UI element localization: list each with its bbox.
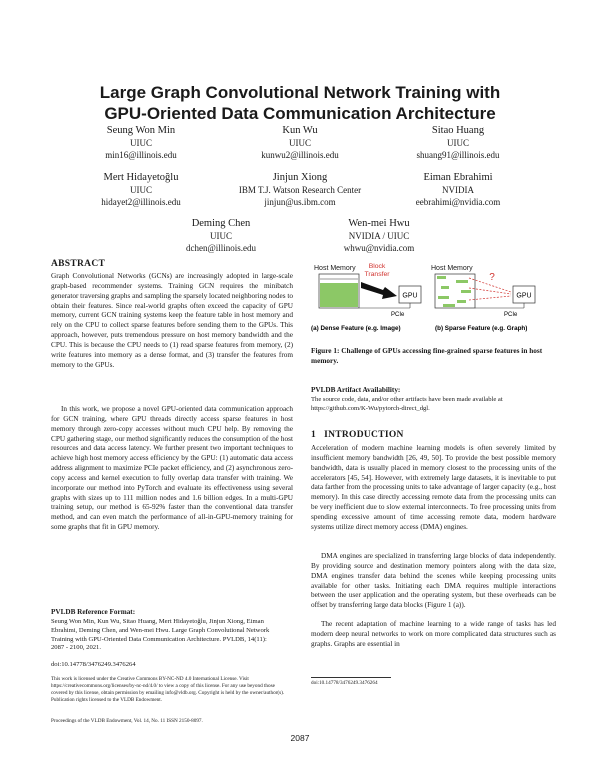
panel-b-caption: (b) Sparse Feature (e.g. Graph) [435, 325, 528, 332]
footnote-rule [311, 677, 391, 678]
panel-a-host-memory-label: Host Memory [314, 265, 356, 272]
author-affiliation: UIUC [289, 138, 311, 148]
panel-a-pcie-label: PCIe [391, 312, 405, 318]
panel-b-question-mark: ? [489, 272, 495, 283]
panel-a-dense-block [320, 283, 358, 307]
panel-b-sparse-block-2 [456, 280, 468, 283]
panel-b-gpu-label: GPU [516, 292, 532, 300]
author-affiliation: NVIDIA [442, 185, 474, 195]
author-email: jinjun@us.ibm.com [264, 197, 336, 207]
author-affiliation: IBM T.J. Watson Research Center [238, 185, 362, 195]
introduction-heading: 1 INTRODUCTION [311, 430, 404, 440]
author-name: Jinjun Xiong [272, 172, 328, 183]
panel-b-sparse-block-5 [438, 296, 449, 299]
artifact-text: The source code, data, and/or other artifacts have been made available at https://github.com/K-Wu/pytorch-direct_dgl. [311, 396, 503, 412]
author-affiliation: UIUC [210, 231, 232, 241]
author-name: Mert Hidayetoğlu [103, 172, 179, 183]
author-email: hidayet2@illinois.edu [101, 197, 181, 207]
author-email: eebrahimi@nvidia.com [415, 197, 501, 207]
panel-b-sparse-block-3 [441, 286, 449, 289]
author-name: Deming Chen [191, 218, 251, 229]
panel-a-block-transfer-label-2: Transfer [364, 271, 390, 278]
author-name: Wen-mei Hwu [348, 218, 410, 229]
page-number: 2087 [290, 733, 310, 743]
panel-b-sparse-block-6 [457, 300, 466, 303]
author-email: min16@illinois.edu [105, 150, 177, 160]
author-email: kunwu2@illinois.edu [261, 150, 339, 160]
author-email: dchen@illinois.edu [185, 243, 257, 253]
abstract-paragraph-1: Graph Convolutional Networks (GCNs) are increasingly adopted in large-scale graph-based recommender systems. Training GCN requires the minibatch generator traversing graphs and sampling the sparsely located neighboring nodes to obtain their features. Since real-world graphs often exceed the capacity of GPU memory, current GCN training systems keep the feature table in host memory and rely on the CPU to collect sparse features before sending them to the GPUs. This approach, however, puts tremendous pressure on host memory bandwidth and the CPU. This is because the CPU needs to (1) read sparse features from memory, (2) write features into memory as a dense format, and (3) transfer the features from memory to the GPUs. [51, 272, 294, 369]
panel-a-gpu-label: GPU [402, 292, 418, 300]
author-affiliation: UIUC [130, 185, 152, 195]
panel-a-block-transfer-label-1: Block [368, 263, 386, 270]
title-line-2: GPU-Oriented Data Communication Architecture [104, 104, 496, 123]
panel-b-sparse-feature [431, 265, 535, 332]
proceedings-note: Proceedings of the VLDB Endowment, Vol. 14, No. 11 ISSN 2150-8097. [51, 718, 203, 724]
abstract-heading: ABSTRACT [51, 259, 106, 269]
author-email: whwu@nvidia.com [343, 243, 415, 253]
reference-format-text: Seung Won Min, Kun Wu, Sitao Huang, Mert Hidayetoğlu, Jinjun Xiong, Eiman Ebrahimi, Deming Chen, and Wen-mei Hwu. Large Graph Convolutional Network Training with GPU-Oriented Data Communication Architecture. PVLDB, 14(11): 2087 - 2100, 2021. [51, 618, 270, 652]
author-affiliation: UIUC [447, 138, 469, 148]
panel-a-caption: (a) Dense Feature (e.g. Image) [311, 325, 401, 332]
author-name: Sitao Huang [431, 125, 485, 136]
title-line-1: Large Graph Convolutional Network Training with [99, 83, 501, 102]
figure-1-caption: Figure 1: Challenge of GPUs accessing fine-grained sparse features in host memory. [311, 346, 543, 365]
introduction-paragraph-2: DMA engines are specialized in transferring large blocks of data independently. By providing source and destination memory pointers along with the data size, DMA engines transfer data behind the scenes while keeping processing units available for other tasks. Initiating each DMA requires multiple interactions between the user application and the operating system, but these overheads can be offset by transferring large data blocks (Figure 1 (a)). [311, 552, 556, 610]
author-name: Kun Wu [282, 125, 318, 136]
footnote-doi: doi:10.14778/3476249.3476264 [311, 680, 378, 686]
figure-1-diagram [311, 258, 561, 336]
artifact-heading: PVLDB Artifact Availability: [311, 386, 401, 394]
abstract-paragraph-2: In this work, we propose a novel GPU-oriented data communication approach for GCN training, where GPU threads directly access sparse features in host memory through zero-copy accesses without much CPU help. By removing the CPU gathering stage, our method significantly reduces the consumption of the host resources and data access latency. We further present two important techniques to achieve high host memory access efficiency by the GPU: (1) automatic data access address alignment to maximize PCIe packet efficiency, and (2) asynchronous zero-copy access and kernel execution to fully overlap data transfer with training. We incorporate our method into PyTorch and evaluate its effectiveness using several graphs with sizes up to 111 million nodes and 1.6 billion edges. In a multi-GPU training setup, our method is 65-92% faster than the conventional data transfer method, and can even match the performance of all-in-GPU-memory training for some graphs that fit in GPU memory. [51, 405, 293, 532]
license-note: This work is licensed under the Creative Commons BY-NC-ND 4.0 International License. Visit https://creativecommons.org/licenses/by-nc-nd/4.0/ to view a copy of this license. For any use beyond those covered by this license, obtain permission by emailing info@vldb.org. Copyright is held by the owner/author(s). Publication rights licensed to the VLDB Endowment. [51, 676, 285, 703]
panel-a-transfer-arrow [361, 282, 397, 299]
author-email: shuang91@illinois.edu [416, 150, 500, 160]
panel-b-sparse-block-1 [437, 276, 446, 279]
introduction-paragraph-1: Acceleration of modern machine learning models is often severely limited by insufficient memory bandwidth [26, 49, 50]. To provide the best possible memory bandwidth, data is usually placed in memory closest to the processing units of the accelerators [45, 54]. However, with extremely large datasets, it is inevitable to put data farther from the processing units to take advantage of larger capacity (e.g., host memory). In this case directly accessing remote data from the processing units can be very inefficient due to slow external interconnects. To free processing units from spending excessive amount of time accessing remote data, modern hardware systems utilize direct memory access (DMA) engines. [311, 444, 556, 531]
author-affiliation: UIUC [130, 138, 152, 148]
introduction-paragraph-3: The recent adaptation of machine learning to a wide range of tasks has led modern deep neural networks to work on more complicated data structures such as graphs. Graphs are essential in [311, 620, 556, 648]
panel-b-pcie-label: PCIe [504, 312, 518, 318]
author-name: Seung Won Min [106, 125, 176, 136]
panel-b-sparse-block-7 [443, 304, 455, 307]
panel-b-sparse-block-4 [461, 290, 471, 293]
author-block-6 [358, 172, 558, 208]
reference-format-heading: PVLDB Reference Format: [51, 608, 136, 616]
author-name: Eiman Ebrahimi [423, 172, 493, 183]
panel-b-host-memory-label: Host Memory [431, 265, 473, 272]
paper-title [0, 82, 600, 124]
author-block-8 [279, 218, 479, 254]
panel-a-dense-feature [311, 263, 421, 332]
author-affiliation: NVIDIA / UIUC [348, 231, 410, 241]
author-block-3 [358, 125, 558, 161]
reference-format-doi: doi:10.14778/3476249.3476264 [51, 661, 136, 668]
